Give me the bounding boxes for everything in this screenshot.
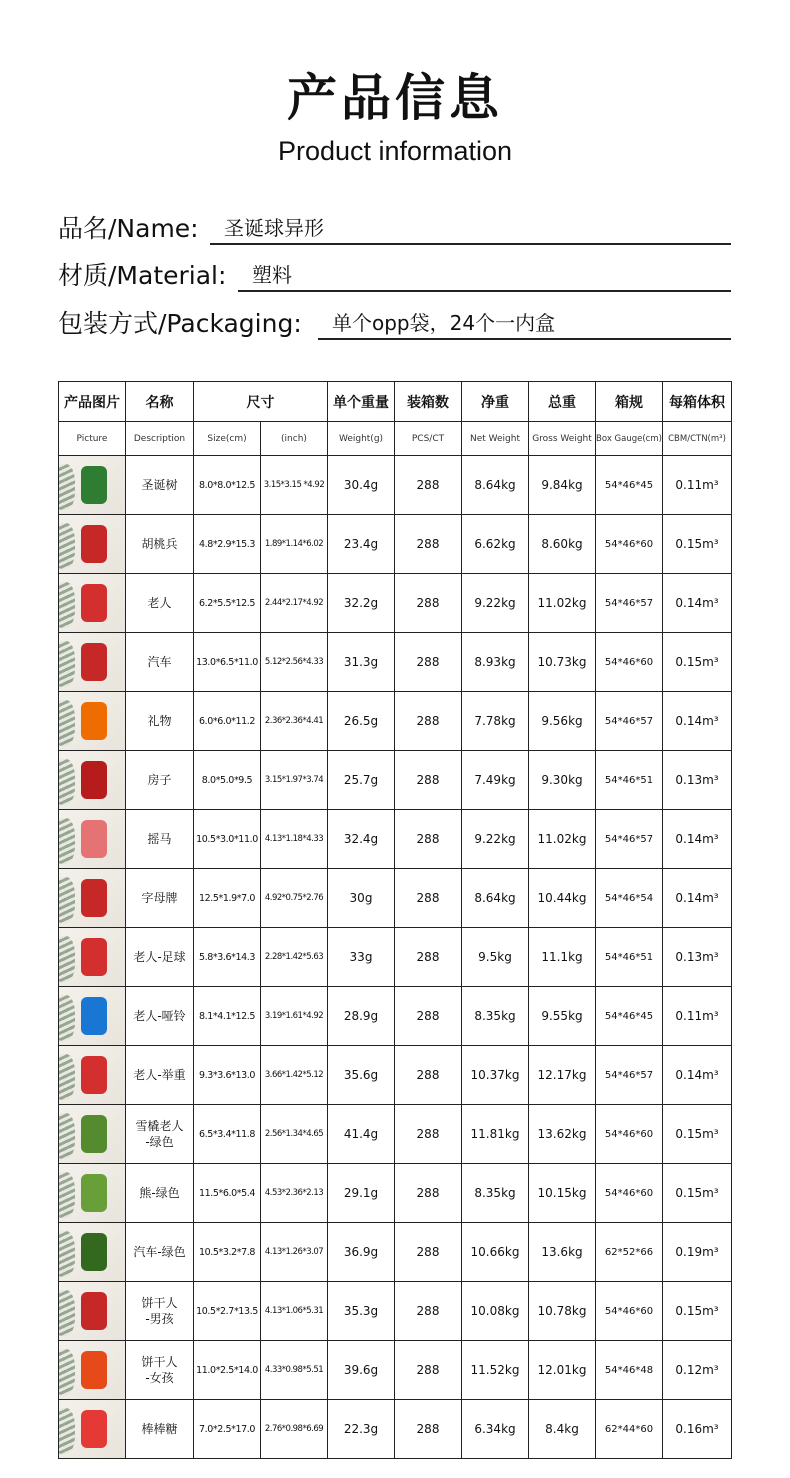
box-gauge: 54*46*45 [596, 456, 663, 515]
table-row [59, 1282, 732, 1341]
pcs-per-carton: 288 [395, 928, 462, 987]
ornament-image [81, 1174, 107, 1212]
cbm-per-carton: 0.11m³ [663, 987, 732, 1046]
product-picture [59, 869, 126, 928]
size-inch: 2.56*1.34*4.65 [261, 1105, 328, 1164]
gross-weight: 9.30kg [529, 751, 596, 810]
product-name: 老人-哑铃 [126, 987, 194, 1046]
subheader-cell: Weight(g) [328, 422, 395, 456]
size-inch: 4.13*1.26*3.07 [261, 1223, 328, 1282]
subheader-cell: CBM/CTN(m³) [663, 422, 732, 456]
product-name: 熊-绿色 [126, 1164, 194, 1223]
product-photo [59, 987, 125, 1045]
product-name [126, 1341, 194, 1400]
pine-bough-decoration [59, 995, 75, 1041]
box-gauge: 54*46*48 [596, 1341, 663, 1400]
size-inch: 5.12*2.56*4.33 [261, 633, 328, 692]
product-photo [59, 1282, 125, 1340]
product-picture [59, 928, 126, 987]
box-gauge: 54*46*54 [596, 869, 663, 928]
product-photo [59, 1400, 125, 1458]
weight: 41.4g [328, 1105, 395, 1164]
ornament-image [81, 525, 107, 563]
product-name-line1: 饼干人 [141, 1355, 178, 1369]
table-row [59, 633, 732, 692]
box-gauge: 54*46*57 [596, 810, 663, 869]
gross-weight: 10.73kg [529, 633, 596, 692]
ornament-image [81, 820, 107, 858]
pcs-per-carton: 288 [395, 692, 462, 751]
size-inch: 4.13*1.06*5.31 [261, 1282, 328, 1341]
subheader-cell: (inch) [261, 422, 328, 456]
size-cm: 6.0*6.0*11.2 [194, 692, 261, 751]
net-weight: 8.93kg [462, 633, 529, 692]
weight: 30.4g [328, 456, 395, 515]
subheader-cell: Net Weight [462, 422, 529, 456]
box-gauge: 54*46*60 [596, 1105, 663, 1164]
cbm-per-carton: 0.14m³ [663, 574, 732, 633]
header-cell: 产品图片 [59, 382, 126, 422]
pine-bough-decoration [59, 936, 75, 982]
net-weight: 10.08kg [462, 1282, 529, 1341]
product-picture [59, 1223, 126, 1282]
material-value: 塑料 [238, 259, 731, 292]
gross-weight: 10.44kg [529, 869, 596, 928]
product-picture [59, 633, 126, 692]
table-row [59, 928, 732, 987]
net-weight: 6.62kg [462, 515, 529, 574]
pine-bough-decoration [59, 464, 75, 510]
ornament-image [81, 1292, 107, 1330]
weight: 32.2g [328, 574, 395, 633]
subheader-cell: Size(cm) [194, 422, 261, 456]
gross-weight: 10.78kg [529, 1282, 596, 1341]
table-row [59, 810, 732, 869]
box-gauge: 54*46*60 [596, 1164, 663, 1223]
ornament-image [81, 879, 107, 917]
cbm-per-carton: 0.14m³ [663, 692, 732, 751]
pcs-per-carton: 288 [395, 1164, 462, 1223]
ornament-image [81, 997, 107, 1035]
cbm-per-carton: 0.14m³ [663, 869, 732, 928]
info-name-row [58, 205, 731, 245]
product-photo [59, 515, 125, 573]
product-photo [59, 456, 125, 514]
gross-weight: 8.4kg [529, 1400, 596, 1459]
gross-weight: 9.84kg [529, 456, 596, 515]
gross-weight: 11.1kg [529, 928, 596, 987]
ornament-image [81, 1056, 107, 1094]
header-cell: 每箱体积 [663, 382, 732, 422]
table-row [59, 1341, 732, 1400]
ornament-image [81, 761, 107, 799]
product-name: 棒棒糖 [126, 1400, 194, 1459]
net-weight: 10.37kg [462, 1046, 529, 1105]
product-name [126, 1105, 194, 1164]
subheader-cell: Gross Weight [529, 422, 596, 456]
size-cm: 4.8*2.9*15.3 [194, 515, 261, 574]
product-picture [59, 1164, 126, 1223]
pcs-per-carton: 288 [395, 633, 462, 692]
net-weight: 9.5kg [462, 928, 529, 987]
product-name-line2: -绿色 [145, 1135, 174, 1149]
pcs-per-carton: 288 [395, 1341, 462, 1400]
box-gauge: 54*46*45 [596, 987, 663, 1046]
cbm-per-carton: 0.16m³ [663, 1400, 732, 1459]
ornament-image [81, 1233, 107, 1271]
product-name: 老人-足球 [126, 928, 194, 987]
net-weight: 8.64kg [462, 456, 529, 515]
pcs-per-carton: 288 [395, 1282, 462, 1341]
size-inch: 2.28*1.42*5.63 [261, 928, 328, 987]
header-cell: 名称 [126, 382, 194, 422]
product-name: 圣诞树 [126, 456, 194, 515]
net-weight: 9.22kg [462, 810, 529, 869]
product-name-line1: 饼干人 [141, 1296, 178, 1310]
weight: 28.9g [328, 987, 395, 1046]
table-row [59, 1105, 732, 1164]
table-subheader-row [59, 422, 732, 456]
weight: 23.4g [328, 515, 395, 574]
info-packaging-row [58, 300, 731, 340]
gross-weight: 9.55kg [529, 987, 596, 1046]
table-row [59, 1400, 732, 1459]
cbm-per-carton: 0.19m³ [663, 1223, 732, 1282]
header-cell: 单个重量 [328, 382, 395, 422]
table-row [59, 515, 732, 574]
product-name: 礼物 [126, 692, 194, 751]
weight: 36.9g [328, 1223, 395, 1282]
table-row [59, 987, 732, 1046]
box-gauge: 62*44*60 [596, 1400, 663, 1459]
size-cm: 8.0*5.0*9.5 [194, 751, 261, 810]
size-cm: 10.5*2.7*13.5 [194, 1282, 261, 1341]
size-cm: 6.2*5.5*12.5 [194, 574, 261, 633]
cbm-per-carton: 0.11m³ [663, 456, 732, 515]
product-name: 老人 [126, 574, 194, 633]
net-weight: 10.66kg [462, 1223, 529, 1282]
product-photo [59, 633, 125, 691]
box-gauge: 62*52*66 [596, 1223, 663, 1282]
product-picture [59, 692, 126, 751]
cbm-per-carton: 0.15m³ [663, 1164, 732, 1223]
size-inch: 4.53*2.36*2.13 [261, 1164, 328, 1223]
net-weight: 8.35kg [462, 1164, 529, 1223]
product-photo [59, 1105, 125, 1163]
net-weight: 7.78kg [462, 692, 529, 751]
material-label: 材质/Material: [58, 261, 227, 290]
pcs-per-carton: 288 [395, 456, 462, 515]
net-weight: 6.34kg [462, 1400, 529, 1459]
name-value: 圣诞球异形 [210, 212, 731, 245]
size-cm: 9.3*3.6*13.0 [194, 1046, 261, 1105]
product-name-line2: -男孩 [145, 1312, 174, 1326]
product-picture [59, 1046, 126, 1105]
ornament-image [81, 466, 107, 504]
subheader-cell: PCS/CT [395, 422, 462, 456]
net-weight: 9.22kg [462, 574, 529, 633]
weight: 26.5g [328, 692, 395, 751]
packaging-value: 单个opp袋，24个一内盒 [318, 307, 731, 340]
cbm-per-carton: 0.12m³ [663, 1341, 732, 1400]
product-picture [59, 574, 126, 633]
product-photo [59, 1341, 125, 1399]
pcs-per-carton: 288 [395, 1400, 462, 1459]
pine-bough-decoration [59, 877, 75, 923]
size-inch: 3.15*3.15 *4.92 [261, 456, 328, 515]
product-photo [59, 1223, 125, 1281]
product-photo [59, 751, 125, 809]
size-inch: 3.15*1.97*3.74 [261, 751, 328, 810]
product-name: 胡桃兵 [126, 515, 194, 574]
product-name: 摇马 [126, 810, 194, 869]
header-cell: 装箱数 [395, 382, 462, 422]
size-cm: 11.0*2.5*14.0 [194, 1341, 261, 1400]
size-inch: 2.76*0.98*6.69 [261, 1400, 328, 1459]
gross-weight: 13.62kg [529, 1105, 596, 1164]
ornament-image [81, 1115, 107, 1153]
table-row [59, 751, 732, 810]
pcs-per-carton: 288 [395, 869, 462, 928]
cbm-per-carton: 0.15m³ [663, 633, 732, 692]
product-photo [59, 928, 125, 986]
info-material-row [58, 252, 731, 292]
weight: 22.3g [328, 1400, 395, 1459]
subheader-cell: Description [126, 422, 194, 456]
pine-bough-decoration [59, 1113, 75, 1159]
net-weight: 11.52kg [462, 1341, 529, 1400]
product-name: 房子 [126, 751, 194, 810]
cbm-per-carton: 0.13m³ [663, 751, 732, 810]
net-weight: 11.81kg [462, 1105, 529, 1164]
cbm-per-carton: 0.14m³ [663, 810, 732, 869]
size-inch: 1.89*1.14*6.02 [261, 515, 328, 574]
size-cm: 10.5*3.2*7.8 [194, 1223, 261, 1282]
ornament-image [81, 643, 107, 681]
product-name: 汽车-绿色 [126, 1223, 194, 1282]
ornament-image [81, 702, 107, 740]
product-name-line1: 雪橇老人 [135, 1119, 184, 1133]
weight: 30g [328, 869, 395, 928]
product-name: 字母牌 [126, 869, 194, 928]
header-cell: 箱规 [596, 382, 663, 422]
size-cm: 8.1*4.1*12.5 [194, 987, 261, 1046]
weight: 29.1g [328, 1164, 395, 1223]
product-photo [59, 1164, 125, 1222]
product-picture [59, 1282, 126, 1341]
product-picture [59, 810, 126, 869]
pine-bough-decoration [59, 1054, 75, 1100]
box-gauge: 54*46*60 [596, 1282, 663, 1341]
pine-bough-decoration [59, 1349, 75, 1395]
table-row [59, 1046, 732, 1105]
gross-weight: 13.6kg [529, 1223, 596, 1282]
pcs-per-carton: 288 [395, 515, 462, 574]
table-row [59, 456, 732, 515]
net-weight: 7.49kg [462, 751, 529, 810]
gross-weight: 11.02kg [529, 810, 596, 869]
product-picture [59, 751, 126, 810]
table-row [59, 869, 732, 928]
product-picture [59, 1105, 126, 1164]
size-inch: 3.66*1.42*5.12 [261, 1046, 328, 1105]
weight: 39.6g [328, 1341, 395, 1400]
header-cell: 总重 [529, 382, 596, 422]
pcs-per-carton: 288 [395, 1223, 462, 1282]
product-name: 老人-举重 [126, 1046, 194, 1105]
pine-bough-decoration [59, 1408, 75, 1454]
size-inch: 4.13*1.18*4.33 [261, 810, 328, 869]
net-weight: 8.35kg [462, 987, 529, 1046]
header-cell: 尺寸 [194, 382, 328, 422]
product-photo [59, 692, 125, 750]
ornament-image [81, 1410, 107, 1448]
pine-bough-decoration [59, 1172, 75, 1218]
size-cm: 7.0*2.5*17.0 [194, 1400, 261, 1459]
cbm-per-carton: 0.15m³ [663, 1105, 732, 1164]
gross-weight: 11.02kg [529, 574, 596, 633]
table-row [59, 692, 732, 751]
packaging-label: 包装方式/Packaging: [58, 309, 302, 338]
cbm-per-carton: 0.14m³ [663, 1046, 732, 1105]
size-cm: 5.8*3.6*14.3 [194, 928, 261, 987]
ornament-image [81, 938, 107, 976]
page-title-en: Product information [277, 136, 513, 166]
ornament-image [81, 1351, 107, 1389]
weight: 31.3g [328, 633, 395, 692]
pine-bough-decoration [59, 1290, 75, 1336]
box-gauge: 54*46*60 [596, 633, 663, 692]
pine-bough-decoration [59, 523, 75, 569]
cbm-per-carton: 0.15m³ [663, 1282, 732, 1341]
table-header-row [59, 382, 732, 422]
weight: 25.7g [328, 751, 395, 810]
pcs-per-carton: 288 [395, 810, 462, 869]
product-picture [59, 456, 126, 515]
product-photo [59, 574, 125, 632]
pcs-per-carton: 288 [395, 574, 462, 633]
weight: 33g [328, 928, 395, 987]
box-gauge: 54*46*57 [596, 1046, 663, 1105]
size-cm: 12.5*1.9*7.0 [194, 869, 261, 928]
pcs-per-carton: 288 [395, 1105, 462, 1164]
pcs-per-carton: 288 [395, 1046, 462, 1105]
subheader-cell: Picture [59, 422, 126, 456]
table-row [59, 574, 732, 633]
table-row [59, 1164, 732, 1223]
product-picture [59, 1341, 126, 1400]
gross-weight: 10.15kg [529, 1164, 596, 1223]
net-weight: 8.64kg [462, 869, 529, 928]
weight: 35.3g [328, 1282, 395, 1341]
size-cm: 10.5*3.0*11.0 [194, 810, 261, 869]
spec-table [58, 381, 732, 1459]
size-cm: 11.5*6.0*5.4 [194, 1164, 261, 1223]
pine-bough-decoration [59, 641, 75, 687]
product-photo [59, 869, 125, 927]
weight: 35.6g [328, 1046, 395, 1105]
box-gauge: 54*46*51 [596, 751, 663, 810]
size-cm: 6.5*3.4*11.8 [194, 1105, 261, 1164]
size-inch: 3.19*1.61*4.92 [261, 987, 328, 1046]
size-inch: 4.92*0.75*2.76 [261, 869, 328, 928]
size-inch: 4.33*0.98*5.51 [261, 1341, 328, 1400]
product-name [126, 1282, 194, 1341]
subheader-cell: Box Gauge(cm) [596, 422, 663, 456]
pine-bough-decoration [59, 1231, 75, 1277]
pine-bough-decoration [59, 818, 75, 864]
cbm-per-carton: 0.15m³ [663, 515, 732, 574]
box-gauge: 54*46*57 [596, 692, 663, 751]
gross-weight: 9.56kg [529, 692, 596, 751]
box-gauge: 54*46*51 [596, 928, 663, 987]
page-title-cn: 产品信息 [287, 69, 503, 127]
header-cell: 净重 [462, 382, 529, 422]
pine-bough-decoration [59, 759, 75, 805]
pcs-per-carton: 288 [395, 987, 462, 1046]
product-name: 汽车 [126, 633, 194, 692]
size-cm: 13.0*6.5*11.0 [194, 633, 261, 692]
ornament-image [81, 584, 107, 622]
product-picture [59, 987, 126, 1046]
product-name-line2: -女孩 [145, 1371, 174, 1385]
pine-bough-decoration [59, 700, 75, 746]
name-label: 品名/Name: [58, 214, 199, 243]
product-photo [59, 810, 125, 868]
box-gauge: 54*46*57 [596, 574, 663, 633]
weight: 32.4g [328, 810, 395, 869]
table-row [59, 1223, 732, 1282]
gross-weight: 8.60kg [529, 515, 596, 574]
product-photo [59, 1046, 125, 1104]
pcs-per-carton: 288 [395, 751, 462, 810]
product-picture [59, 1400, 126, 1459]
size-inch: 2.36*2.36*4.41 [261, 692, 328, 751]
size-inch: 2.44*2.17*4.92 [261, 574, 328, 633]
gross-weight: 12.01kg [529, 1341, 596, 1400]
product-picture [59, 515, 126, 574]
gross-weight: 12.17kg [529, 1046, 596, 1105]
size-cm: 8.0*8.0*12.5 [194, 456, 261, 515]
box-gauge: 54*46*60 [596, 515, 663, 574]
cbm-per-carton: 0.13m³ [663, 928, 732, 987]
pine-bough-decoration [59, 582, 75, 628]
